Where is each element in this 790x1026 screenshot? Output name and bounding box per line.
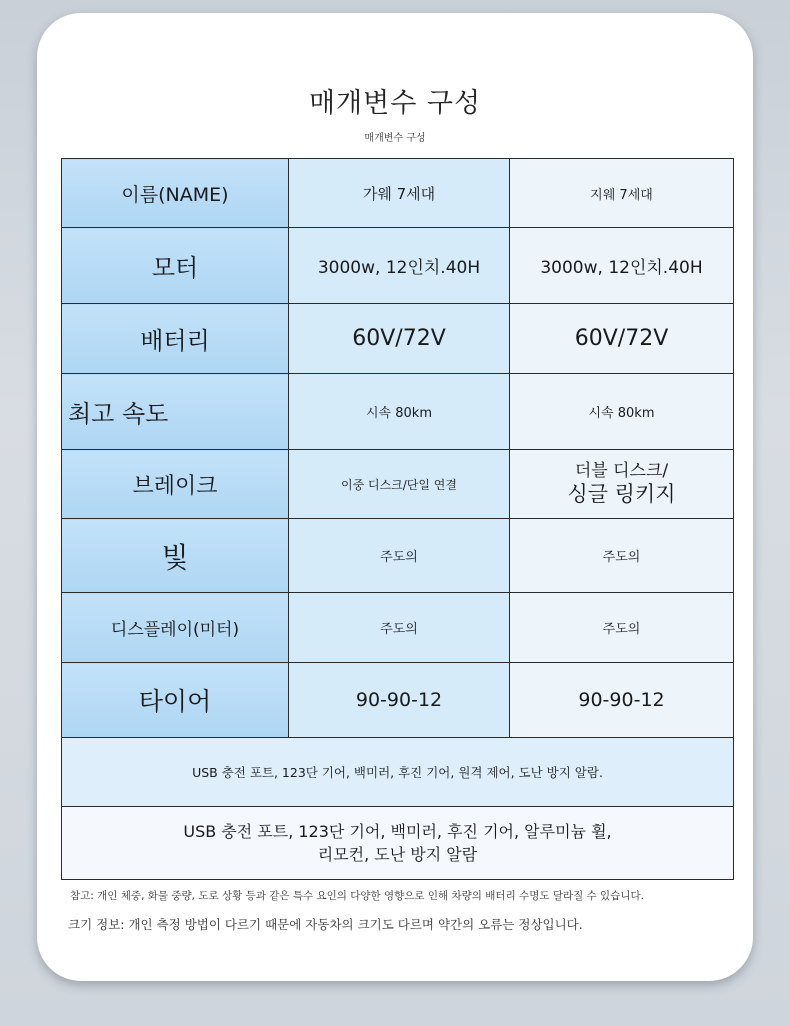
- table-row-battery: [62, 304, 734, 374]
- cell-col1: 3000w, 12인치.40H: [289, 228, 510, 304]
- row-label: 타이어: [62, 663, 289, 738]
- page-title: 매개변수 구성: [308, 88, 482, 119]
- row-label: 빛: [62, 519, 289, 593]
- brake-col2-line1: 더블 디스크/: [574, 461, 669, 482]
- row-label: 모터: [62, 228, 289, 304]
- table-row-features-1: [62, 738, 734, 807]
- page-subtitle: 매개변수 구성: [364, 133, 426, 144]
- cell-col1: 주도의: [289, 593, 510, 663]
- cell-col1: 가웨 7세대: [289, 159, 510, 228]
- cell-col2: 90-90-12: [510, 663, 734, 738]
- features-2-line1: USB 충전 포트, 123단 기어, 백미러, 후진 기어, 알루미늄 휠,: [183, 821, 612, 841]
- spec-table: [61, 158, 734, 880]
- table-row-name: [62, 159, 734, 228]
- cell-col1: 이중 디스크/단일 연결: [289, 450, 510, 519]
- table-row-brake: [62, 450, 734, 519]
- note-battery: 참고: 개인 체중, 화물 중량, 도로 상황 등과 같은 특수 요인의 다양한 영향으로 인해 차량의 배터리 수명도 달라질 수 있습니다.: [70, 890, 644, 902]
- cell-col2: 3000w, 12인치.40H: [510, 228, 734, 304]
- table-row-tire: [62, 663, 734, 738]
- table-row-top-speed: [62, 374, 734, 450]
- row-label: 배터리: [62, 304, 289, 374]
- row-label: 이름(NAME): [62, 159, 289, 228]
- table-row-features-2: [62, 807, 734, 880]
- brake-col2-line2: 싱글 링키지: [567, 481, 676, 506]
- cell-col2: 주도의: [510, 519, 734, 593]
- row-label: 최고 속도: [62, 374, 289, 450]
- features-2-line2: 리모컨, 도난 방지 알람: [317, 845, 478, 864]
- cell-col1: 60V/72V: [289, 304, 510, 374]
- features-cell-2: [62, 807, 734, 880]
- cell-col2: [510, 450, 734, 519]
- table-row-display: [62, 593, 734, 663]
- table-row-light: [62, 519, 734, 593]
- cell-col2: 시속 80km: [510, 374, 734, 450]
- cell-col2: 60V/72V: [510, 304, 734, 374]
- cell-col2: 지웨 7세대: [510, 159, 734, 228]
- table-row-motor: [62, 228, 734, 304]
- spec-card: [37, 13, 753, 981]
- cell-col1: 주도의: [289, 519, 510, 593]
- row-label: 디스플레이(미터): [62, 593, 289, 663]
- cell-col2: 주도의: [510, 593, 734, 663]
- row-label: 브레이크: [62, 450, 289, 519]
- note-size: 크기 정보: 개인 측정 방법이 다르기 때문에 자동차의 크기도 다르며 약간의 오류는 정상입니다.: [68, 917, 583, 932]
- features-cell-1: USB 충전 포트, 123단 기어, 백미러, 후진 기어, 원격 제어, 도난 방지 알람.: [62, 738, 734, 807]
- cell-col1: 90-90-12: [289, 663, 510, 738]
- cell-col1: 시속 80km: [289, 374, 510, 450]
